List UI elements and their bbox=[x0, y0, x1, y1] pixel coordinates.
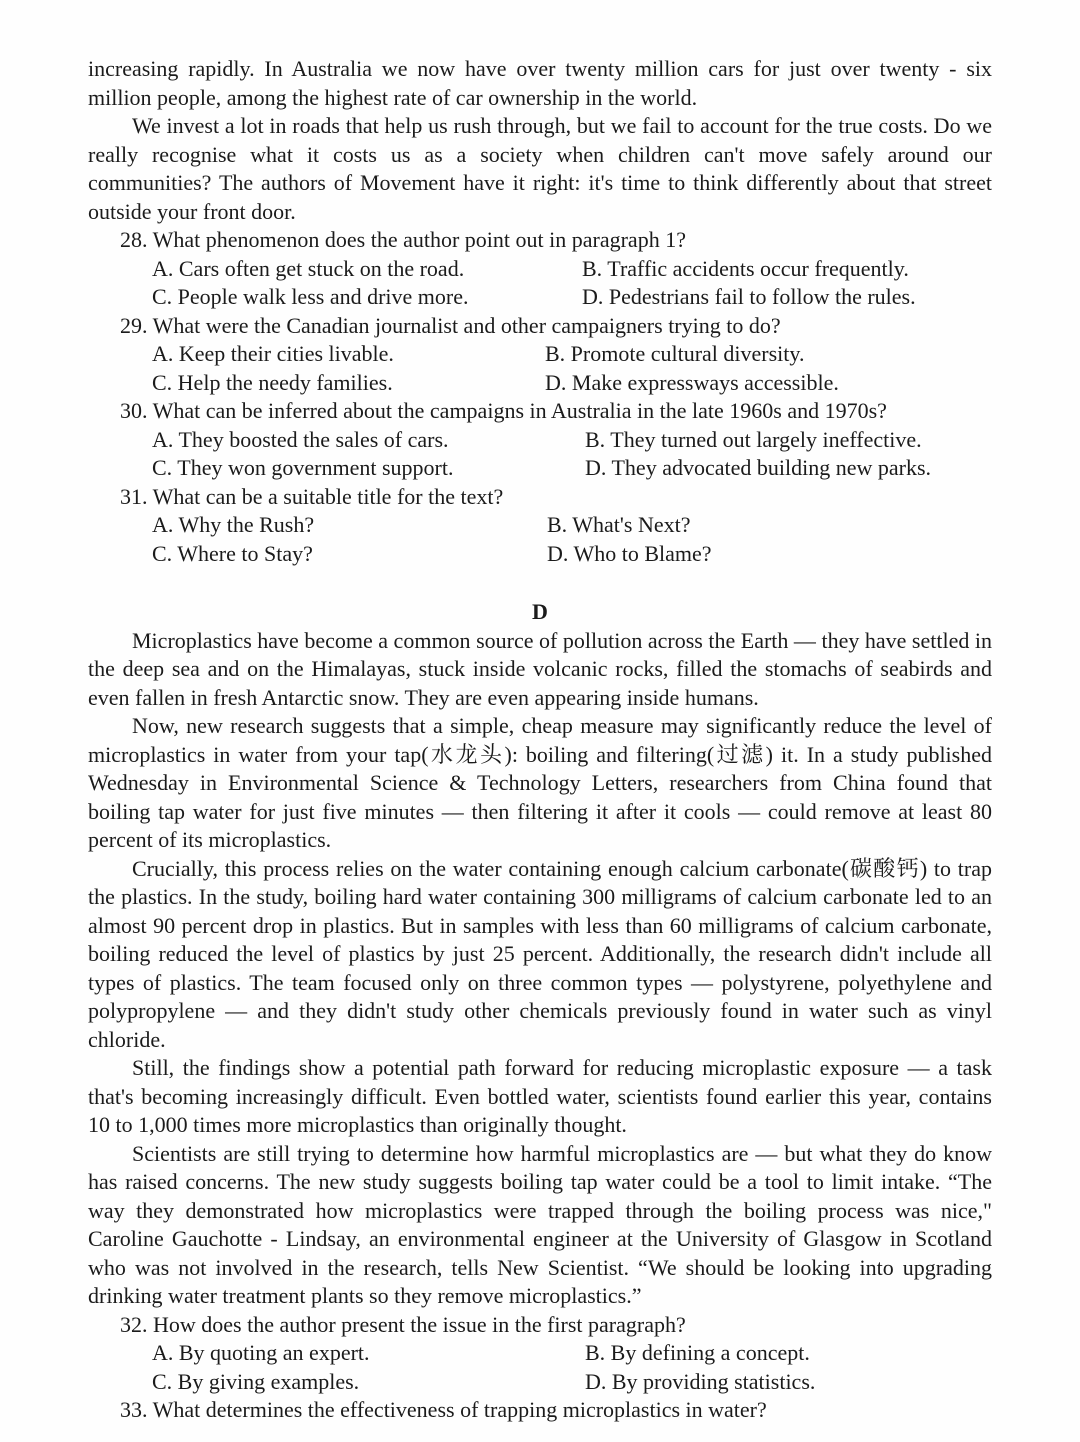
section-d-heading: D bbox=[532, 599, 548, 624]
question-29-stem bbox=[88, 312, 992, 341]
question-28-options-row-2 bbox=[88, 283, 992, 312]
question-32-option-a: A. By quoting an expert. bbox=[152, 1340, 370, 1365]
question-32-option-d: D. By providing statistics. bbox=[585, 1368, 816, 1394]
question-33-text: What determines the effectiveness of trapping microplastics in water? bbox=[152, 1397, 767, 1422]
question-31-option-d: D. Who to Blame? bbox=[547, 540, 712, 566]
question-31-stem bbox=[88, 483, 992, 512]
question-30-number: 30. bbox=[120, 398, 148, 423]
question-31-options-row-2 bbox=[88, 540, 992, 569]
question-28-option-c: C. People walk less and drive more. bbox=[152, 284, 469, 309]
question-33-number: 33. bbox=[120, 1397, 148, 1422]
question-32-options-row-1 bbox=[88, 1339, 992, 1368]
question-28-option-a: A. Cars often get stuck on the road. bbox=[152, 255, 465, 281]
question-31-options-row-1 bbox=[88, 511, 992, 540]
passage-d-paragraph-2: Now, new research suggests that a simple, cheap measure may significantly reduce the level of microplastics in water from your tap(水龙头): boiling and filtering(过滤) it. In a study published Wednesday in Environmental Science & Technology Letters, researchers from China found that boiling tap water for just five minutes — then filtering it after it cools — could remove at least 80 percent of its microplastics. bbox=[88, 713, 992, 852]
question-31-text: What can be a suitable title for the text? bbox=[152, 483, 504, 509]
question-28-stem bbox=[88, 226, 992, 255]
question-33-stem bbox=[88, 1396, 992, 1425]
question-30-option-c: C. They won government support. bbox=[152, 455, 454, 480]
passage-d-paragraph-3: Crucially, this process relies on the water containing enough calcium carbonate(碳酸钙) to trap the plastics. In the study, boiling hard water containing 300 milligrams of calcium carbonate led to an almost 90 percent drop in plastics. But in samples with less than 60 milligrams of calcium carbonate, boiling reduced the level of plastics by just 25 percent. Additionally, the research didn't include all types of plastics. The team focused only on three common types — polystyrene, polyethylene and polypropylene — and they didn't study other chemicals previously found in water such as vinyl chloride. bbox=[88, 855, 992, 1052]
question-32-options-row-2 bbox=[88, 1368, 992, 1397]
question-29-options-row-1 bbox=[88, 340, 992, 369]
question-28-text: What phenomenon does the author point out in paragraph 1? bbox=[152, 227, 686, 252]
question-29-option-a: A. Keep their cities livable. bbox=[152, 341, 394, 366]
question-29-text: What were the Canadian journalist and other campaigners trying to do? bbox=[152, 312, 781, 338]
question-29-option-b: B. Promote cultural diversity. bbox=[545, 341, 805, 366]
question-30-stem bbox=[88, 397, 992, 426]
question-30-options-row-2 bbox=[88, 454, 992, 483]
question-31-option-b: B. What's Next? bbox=[547, 512, 691, 537]
passage-c-paragraph-2: We invest a lot in roads that help us rush through, but we fail to account for the true costs. Do we really recognise what it costs us as a society when children can't move safely around our communities? The authors of Movement have it right: it's time to think differently about that street outside your front door. bbox=[88, 113, 992, 224]
question-30-options-row-1 bbox=[88, 426, 992, 455]
question-29-number: 29. bbox=[120, 312, 148, 338]
passage-c-paragraph-1: increasing rapidly. In Australia we now have over twenty million cars for just over twenty - six million people, among the highest rate of car ownership in the world. bbox=[88, 56, 992, 110]
question-29-option-d: D. Make expressways accessible. bbox=[545, 369, 839, 395]
question-30-option-b: B. They turned out largely ineffective. bbox=[585, 426, 922, 452]
question-31-option-a: A. Why the Rush? bbox=[152, 512, 315, 537]
question-30-option-d: D. They advocated building new parks. bbox=[585, 455, 932, 480]
question-30-text: What can be inferred about the campaigns in Australia in the late 1960s and 1970s? bbox=[152, 398, 887, 423]
question-30-option-a: A. They boosted the sales of cars. bbox=[152, 426, 449, 452]
question-29-option-c: C. Help the needy families. bbox=[152, 369, 393, 395]
passage-d-paragraph-5: Scientists are still trying to determine how harmful microplastics are — but what they do know has raised concerns. The new study suggests boiling tap water could be a tool to limit intake. “The way they demonstrated how microplastics were trapped through the boiling process was nice," Caroline Gauchotte - Lindsay, an environmental engineer at the University of Glasgow in Scotland who was not involved in the research, tells New Scientist. “We should be looking into upgrading drinking water treatment plants so they remove microplastics.” bbox=[88, 1140, 992, 1308]
question-29-options-row-2 bbox=[88, 369, 992, 398]
passage-d-paragraph-1: Microplastics have become a common source of pollution across the Earth — they have settled in the deep sea and on the Himalayas, stuck inside volcanic rocks, filled the stomachs of seabirds and even fallen in fresh Antarctic snow. They are even appearing inside humans. bbox=[88, 627, 992, 710]
question-32-text: How does the author present the issue in the first paragraph? bbox=[153, 1311, 686, 1337]
question-31-option-c: C. Where to Stay? bbox=[152, 540, 313, 566]
question-32-option-b: B. By defining a concept. bbox=[585, 1340, 810, 1365]
question-32-stem bbox=[88, 1311, 992, 1340]
question-28-options-row-1 bbox=[88, 255, 992, 284]
question-28-number: 28. bbox=[120, 227, 148, 252]
question-28-option-b: B. Traffic accidents occur frequently. bbox=[582, 255, 909, 281]
question-32-number: 32. bbox=[120, 1311, 148, 1337]
question-28-option-d: D. Pedestrians fail to follow the rules. bbox=[582, 284, 916, 309]
passage-d-paragraph-4: Still, the findings show a potential path forward for reducing microplastic exposure — a task that's becoming increasingly difficult. Even bottled water, scientists found earlier this year, contains 10 to 1,000 times more microplastics than originally thought. bbox=[88, 1055, 992, 1137]
question-32-option-c: C. By giving examples. bbox=[152, 1368, 360, 1394]
question-31-number: 31. bbox=[120, 483, 148, 509]
